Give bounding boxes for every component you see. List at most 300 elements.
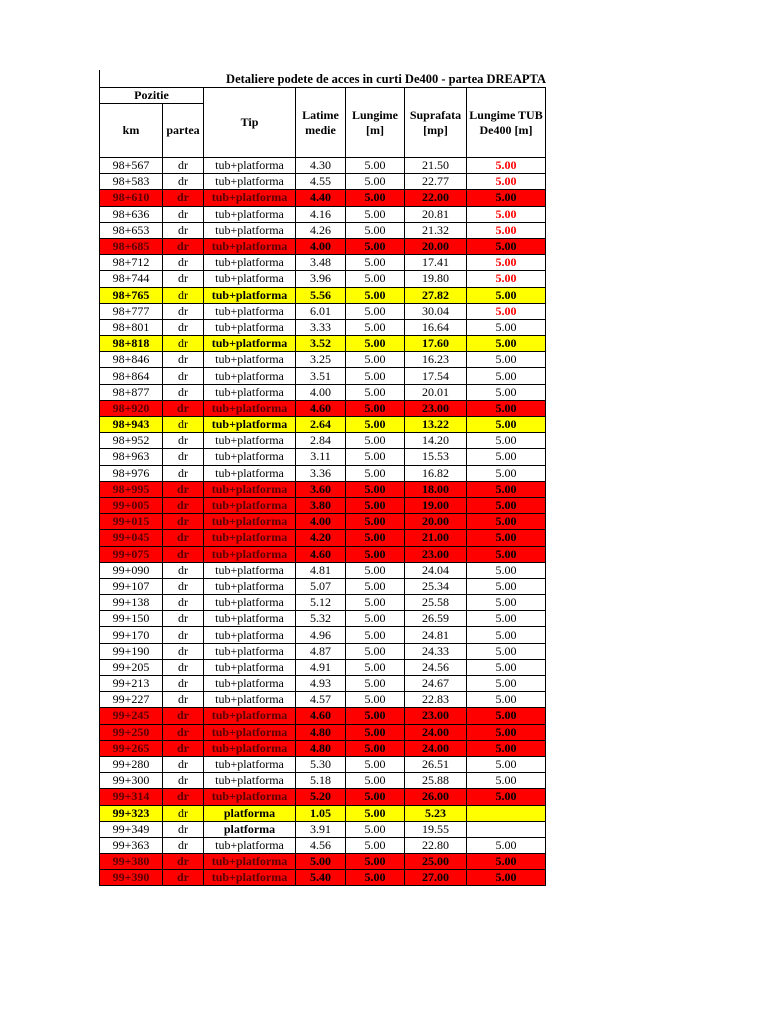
table-row [100, 708, 546, 724]
cell-km: 99+227 [100, 692, 163, 708]
cell-tub: 5.00 [467, 206, 546, 222]
cell-latime: 3.91 [296, 821, 346, 837]
table-row [100, 255, 546, 271]
cell-suprafata: 16.23 [405, 352, 467, 368]
cell-latime: 3.96 [296, 271, 346, 287]
cell-latime: 4.16 [296, 206, 346, 222]
cell-tub: 5.00 [467, 497, 546, 513]
table-row [100, 222, 546, 238]
cell-suprafata: 19.55 [405, 821, 467, 837]
table-row [100, 465, 546, 481]
table-row [100, 206, 546, 222]
cell-tip: tub+platforma [204, 756, 296, 772]
cell-suprafata: 24.81 [405, 627, 467, 643]
cell-km: 99+380 [100, 854, 163, 870]
header-partea: partea [163, 104, 204, 158]
cell-tip: tub+platforma [204, 773, 296, 789]
table-row [100, 837, 546, 853]
cell-partea: dr [163, 837, 204, 853]
cell-lungime: 5.00 [346, 659, 405, 675]
cell-tub: 5.00 [467, 676, 546, 692]
table-row [100, 643, 546, 659]
cell-partea: dr [163, 449, 204, 465]
cell-tub: 5.00 [467, 238, 546, 254]
table-row [100, 789, 546, 805]
table-body [100, 158, 546, 886]
cell-tub: 5.00 [467, 417, 546, 433]
cell-latime: 5.20 [296, 789, 346, 805]
cell-partea: dr [163, 578, 204, 594]
cell-lungime: 5.00 [346, 417, 405, 433]
cell-latime: 3.80 [296, 497, 346, 513]
cell-latime: 4.87 [296, 643, 346, 659]
cell-latime: 5.00 [296, 854, 346, 870]
cell-partea: dr [163, 417, 204, 433]
cell-tip: tub+platforma [204, 530, 296, 546]
cell-suprafata: 19.80 [405, 271, 467, 287]
table-row [100, 595, 546, 611]
table-row [100, 336, 546, 352]
cell-partea: dr [163, 595, 204, 611]
cell-lungime: 5.00 [346, 740, 405, 756]
table-row [100, 158, 546, 174]
table-row [100, 352, 546, 368]
cell-tip: tub+platforma [204, 174, 296, 190]
cell-lungime: 5.00 [346, 238, 405, 254]
table-row [100, 514, 546, 530]
cell-latime: 4.96 [296, 627, 346, 643]
cell-suprafata: 25.58 [405, 595, 467, 611]
cell-tub: 5.00 [467, 336, 546, 352]
cell-partea: dr [163, 805, 204, 821]
cell-partea: dr [163, 368, 204, 384]
cell-suprafata: 25.00 [405, 854, 467, 870]
table-row [100, 481, 546, 497]
cell-tip: tub+platforma [204, 546, 296, 562]
cell-latime: 3.36 [296, 465, 346, 481]
cell-lungime: 5.00 [346, 481, 405, 497]
cell-tub: 5.00 [467, 174, 546, 190]
cell-tub: 5.00 [467, 368, 546, 384]
cell-lungime: 5.00 [346, 303, 405, 319]
cell-tip: tub+platforma [204, 724, 296, 740]
cell-tip: tub+platforma [204, 287, 296, 303]
cell-lungime: 5.00 [346, 627, 405, 643]
cell-km: 98+864 [100, 368, 163, 384]
cell-tub: 5.00 [467, 222, 546, 238]
cell-latime: 1.05 [296, 805, 346, 821]
cell-tub: 5.00 [467, 287, 546, 303]
cell-km: 98+846 [100, 352, 163, 368]
cell-lungime: 5.00 [346, 530, 405, 546]
cell-latime: 4.93 [296, 676, 346, 692]
cell-latime: 4.00 [296, 238, 346, 254]
cell-km: 98+567 [100, 158, 163, 174]
cell-latime: 3.60 [296, 481, 346, 497]
cell-tub: 5.00 [467, 546, 546, 562]
cell-lungime: 5.00 [346, 319, 405, 335]
cell-tip: tub+platforma [204, 222, 296, 238]
cell-tip: tub+platforma [204, 238, 296, 254]
cell-tip: tub+platforma [204, 595, 296, 611]
cell-suprafata: 26.51 [405, 756, 467, 772]
cell-km: 99+190 [100, 643, 163, 659]
cell-tub: 5.00 [467, 643, 546, 659]
cell-suprafata: 25.88 [405, 773, 467, 789]
cell-lungime: 5.00 [346, 773, 405, 789]
cell-latime: 3.51 [296, 368, 346, 384]
cell-km: 99+205 [100, 659, 163, 675]
cell-latime: 6.01 [296, 303, 346, 319]
table-row [100, 271, 546, 287]
cell-tub: 5.00 [467, 384, 546, 400]
cell-suprafata: 24.67 [405, 676, 467, 692]
table-row [100, 368, 546, 384]
cell-tip: tub+platforma [204, 481, 296, 497]
cell-tip: tub+platforma [204, 433, 296, 449]
cell-partea: dr [163, 481, 204, 497]
table-row [100, 627, 546, 643]
table-row [100, 319, 546, 335]
cell-tub: 5.00 [467, 789, 546, 805]
cell-partea: dr [163, 756, 204, 772]
cell-tub: 5.00 [467, 773, 546, 789]
cell-lungime: 5.00 [346, 578, 405, 594]
cell-latime: 3.11 [296, 449, 346, 465]
cell-partea: dr [163, 287, 204, 303]
cell-latime: 2.64 [296, 417, 346, 433]
cell-suprafata: 19.00 [405, 497, 467, 513]
cell-km: 98+777 [100, 303, 163, 319]
cell-tub: 5.00 [467, 190, 546, 206]
cell-tub: 5.00 [467, 595, 546, 611]
cell-km: 98+976 [100, 465, 163, 481]
cell-tip: tub+platforma [204, 449, 296, 465]
cell-latime: 3.25 [296, 352, 346, 368]
cell-tub: 5.00 [467, 158, 546, 174]
cell-lungime: 5.00 [346, 562, 405, 578]
cell-lungime: 5.00 [346, 546, 405, 562]
header-tip: Tip [204, 88, 296, 158]
cell-lungime: 5.00 [346, 821, 405, 837]
cell-tip: tub+platforma [204, 643, 296, 659]
table-row [100, 190, 546, 206]
cell-latime: 5.32 [296, 611, 346, 627]
cell-partea: dr [163, 336, 204, 352]
cell-km: 99+213 [100, 676, 163, 692]
table-row [100, 659, 546, 675]
cell-km: 98+801 [100, 319, 163, 335]
cell-tip: tub+platforma [204, 627, 296, 643]
cell-km: 98+765 [100, 287, 163, 303]
cell-partea: dr [163, 854, 204, 870]
cell-tub: 5.00 [467, 562, 546, 578]
cell-tip: tub+platforma [204, 740, 296, 756]
table-row [100, 740, 546, 756]
cell-partea: dr [163, 676, 204, 692]
cell-tub [467, 821, 546, 837]
cell-suprafata: 21.50 [405, 158, 467, 174]
cell-suprafata: 20.81 [405, 206, 467, 222]
table-row [100, 546, 546, 562]
cell-lungime: 5.00 [346, 708, 405, 724]
header-pozitie: Pozitie [100, 88, 204, 104]
cell-latime: 2.84 [296, 433, 346, 449]
cell-lungime: 5.00 [346, 611, 405, 627]
cell-km: 99+075 [100, 546, 163, 562]
cell-latime: 4.60 [296, 400, 346, 416]
cell-km: 98+995 [100, 481, 163, 497]
cell-km: 98+583 [100, 174, 163, 190]
table-row [100, 433, 546, 449]
cell-tub: 5.00 [467, 724, 546, 740]
cell-partea: dr [163, 222, 204, 238]
cell-suprafata: 30.04 [405, 303, 467, 319]
table-row [100, 692, 546, 708]
cell-partea: dr [163, 773, 204, 789]
cell-suprafata: 17.60 [405, 336, 467, 352]
cell-tub: 5.00 [467, 627, 546, 643]
cell-suprafata: 20.00 [405, 238, 467, 254]
cell-suprafata: 26.00 [405, 789, 467, 805]
cell-tip: tub+platforma [204, 789, 296, 805]
table-row [100, 562, 546, 578]
cell-suprafata: 24.00 [405, 740, 467, 756]
cell-km: 99+300 [100, 773, 163, 789]
cell-latime: 4.80 [296, 740, 346, 756]
cell-partea: dr [163, 870, 204, 886]
cell-km: 98+963 [100, 449, 163, 465]
cell-km: 98+610 [100, 190, 163, 206]
cell-tip: tub+platforma [204, 368, 296, 384]
cell-partea: dr [163, 303, 204, 319]
cell-latime: 5.30 [296, 756, 346, 772]
cell-km: 98+943 [100, 417, 163, 433]
cell-tub [467, 805, 546, 821]
cell-partea: dr [163, 206, 204, 222]
cell-tub: 5.00 [467, 740, 546, 756]
cell-latime: 4.91 [296, 659, 346, 675]
cell-km: 99+150 [100, 611, 163, 627]
cell-suprafata: 22.80 [405, 837, 467, 853]
cell-suprafata: 20.00 [405, 514, 467, 530]
cell-latime: 4.40 [296, 190, 346, 206]
cell-km: 99+090 [100, 562, 163, 578]
cell-latime: 4.30 [296, 158, 346, 174]
cell-partea: dr [163, 740, 204, 756]
cell-tub: 5.00 [467, 255, 546, 271]
cell-tip: tub+platforma [204, 255, 296, 271]
cell-tip: tub+platforma [204, 206, 296, 222]
cell-tip: tub+platforma [204, 400, 296, 416]
cell-partea: dr [163, 465, 204, 481]
cell-km: 98+685 [100, 238, 163, 254]
cell-tub: 5.00 [467, 481, 546, 497]
cell-suprafata: 23.00 [405, 400, 467, 416]
cell-tub: 5.00 [467, 692, 546, 708]
table-row [100, 724, 546, 740]
cell-tip: tub+platforma [204, 611, 296, 627]
cell-tub: 5.00 [467, 514, 546, 530]
cell-tip: tub+platforma [204, 190, 296, 206]
cell-suprafata: 15.53 [405, 449, 467, 465]
table-row [100, 756, 546, 772]
cell-tub: 5.00 [467, 756, 546, 772]
cell-tip: tub+platforma [204, 417, 296, 433]
cell-lungime: 5.00 [346, 514, 405, 530]
cell-partea: dr [163, 546, 204, 562]
cell-tub: 5.00 [467, 659, 546, 675]
cell-tip: tub+platforma [204, 352, 296, 368]
cell-partea: dr [163, 352, 204, 368]
cell-lungime: 5.00 [346, 676, 405, 692]
cell-tub: 5.00 [467, 352, 546, 368]
cell-tub: 5.00 [467, 271, 546, 287]
cell-lungime: 5.00 [346, 724, 405, 740]
table-row [100, 676, 546, 692]
cell-lungime: 5.00 [346, 465, 405, 481]
table-row [100, 417, 546, 433]
cell-partea: dr [163, 643, 204, 659]
table-row [100, 773, 546, 789]
cell-latime: 4.00 [296, 514, 346, 530]
cell-tip: tub+platforma [204, 497, 296, 513]
cell-suprafata: 20.01 [405, 384, 467, 400]
cell-km: 98+712 [100, 255, 163, 271]
table-row [100, 400, 546, 416]
cell-lungime: 5.00 [346, 870, 405, 886]
cell-partea: dr [163, 659, 204, 675]
cell-partea: dr [163, 271, 204, 287]
cell-latime: 4.60 [296, 546, 346, 562]
cell-suprafata: 17.41 [405, 255, 467, 271]
cell-tip: tub+platforma [204, 870, 296, 886]
cell-tub: 5.00 [467, 578, 546, 594]
cell-latime: 5.56 [296, 287, 346, 303]
cell-suprafata: 24.04 [405, 562, 467, 578]
cell-km: 99+265 [100, 740, 163, 756]
cell-tip: platforma [204, 821, 296, 837]
cell-tub: 5.00 [467, 465, 546, 481]
cell-partea: dr [163, 174, 204, 190]
cell-partea: dr [163, 724, 204, 740]
cell-suprafata: 23.00 [405, 708, 467, 724]
header-lungime-tub: Lungime TUB De400 [m] [467, 88, 546, 158]
table-row [100, 530, 546, 546]
table-row [100, 870, 546, 886]
cell-km: 98+744 [100, 271, 163, 287]
cell-latime: 4.80 [296, 724, 346, 740]
cell-tub: 5.00 [467, 854, 546, 870]
cell-suprafata: 27.82 [405, 287, 467, 303]
cell-suprafata: 26.59 [405, 611, 467, 627]
cell-partea: dr [163, 611, 204, 627]
cell-km: 98+653 [100, 222, 163, 238]
culverts-table [99, 87, 546, 886]
cell-partea: dr [163, 514, 204, 530]
cell-partea: dr [163, 190, 204, 206]
cell-lungime: 5.00 [346, 756, 405, 772]
cell-partea: dr [163, 497, 204, 513]
cell-latime: 4.26 [296, 222, 346, 238]
cell-latime: 4.81 [296, 562, 346, 578]
cell-lungime: 5.00 [346, 692, 405, 708]
cell-km: 99+015 [100, 514, 163, 530]
cell-tub: 5.00 [467, 611, 546, 627]
cell-suprafata: 17.54 [405, 368, 467, 384]
table-row [100, 449, 546, 465]
cell-tub: 5.00 [467, 870, 546, 886]
cell-lungime: 5.00 [346, 595, 405, 611]
cell-latime: 4.57 [296, 692, 346, 708]
cell-tub: 5.00 [467, 449, 546, 465]
cell-tip: tub+platforma [204, 659, 296, 675]
table-title: Detaliere podete de acces in curti De400 - partea DREAPTA [226, 72, 546, 86]
cell-partea: dr [163, 255, 204, 271]
cell-tip: tub+platforma [204, 336, 296, 352]
cell-partea: dr [163, 319, 204, 335]
cell-lungime: 5.00 [346, 255, 405, 271]
cell-suprafata: 24.00 [405, 724, 467, 740]
cell-km: 99+170 [100, 627, 163, 643]
cell-tub: 5.00 [467, 433, 546, 449]
cell-latime: 5.07 [296, 578, 346, 594]
cell-suprafata: 13.22 [405, 417, 467, 433]
cell-latime: 4.55 [296, 174, 346, 190]
cell-tip: tub+platforma [204, 271, 296, 287]
cell-latime: 3.48 [296, 255, 346, 271]
cell-lungime: 5.00 [346, 190, 405, 206]
cell-suprafata: 27.00 [405, 870, 467, 886]
cell-km: 99+280 [100, 756, 163, 772]
cell-suprafata: 21.00 [405, 530, 467, 546]
cell-lungime: 5.00 [346, 158, 405, 174]
cell-suprafata: 18.00 [405, 481, 467, 497]
cell-km: 99+005 [100, 497, 163, 513]
cell-latime: 4.56 [296, 837, 346, 853]
cell-suprafata: 23.00 [405, 546, 467, 562]
cell-km: 98+636 [100, 206, 163, 222]
cell-suprafata: 16.82 [405, 465, 467, 481]
table-row [100, 805, 546, 821]
cell-tip: tub+platforma [204, 578, 296, 594]
cell-tip: platforma [204, 805, 296, 821]
cell-km: 99+390 [100, 870, 163, 886]
cell-km: 99+323 [100, 805, 163, 821]
cell-lungime: 5.00 [346, 271, 405, 287]
cell-partea: dr [163, 562, 204, 578]
cell-partea: dr [163, 627, 204, 643]
cell-tub: 5.00 [467, 530, 546, 546]
header-latime: Latime medie [296, 88, 346, 158]
cell-lungime: 5.00 [346, 837, 405, 853]
cell-lungime: 5.00 [346, 643, 405, 659]
table-row [100, 287, 546, 303]
cell-tub: 5.00 [467, 303, 546, 319]
cell-lungime: 5.00 [346, 368, 405, 384]
cell-latime: 5.18 [296, 773, 346, 789]
cell-latime: 3.52 [296, 336, 346, 352]
cell-tip: tub+platforma [204, 303, 296, 319]
cell-tip: tub+platforma [204, 854, 296, 870]
cell-tub: 5.00 [467, 708, 546, 724]
cell-latime: 5.12 [296, 595, 346, 611]
cell-tip: tub+platforma [204, 676, 296, 692]
cell-km: 98+952 [100, 433, 163, 449]
cell-lungime: 5.00 [346, 449, 405, 465]
cell-partea: dr [163, 789, 204, 805]
cell-latime: 4.00 [296, 384, 346, 400]
